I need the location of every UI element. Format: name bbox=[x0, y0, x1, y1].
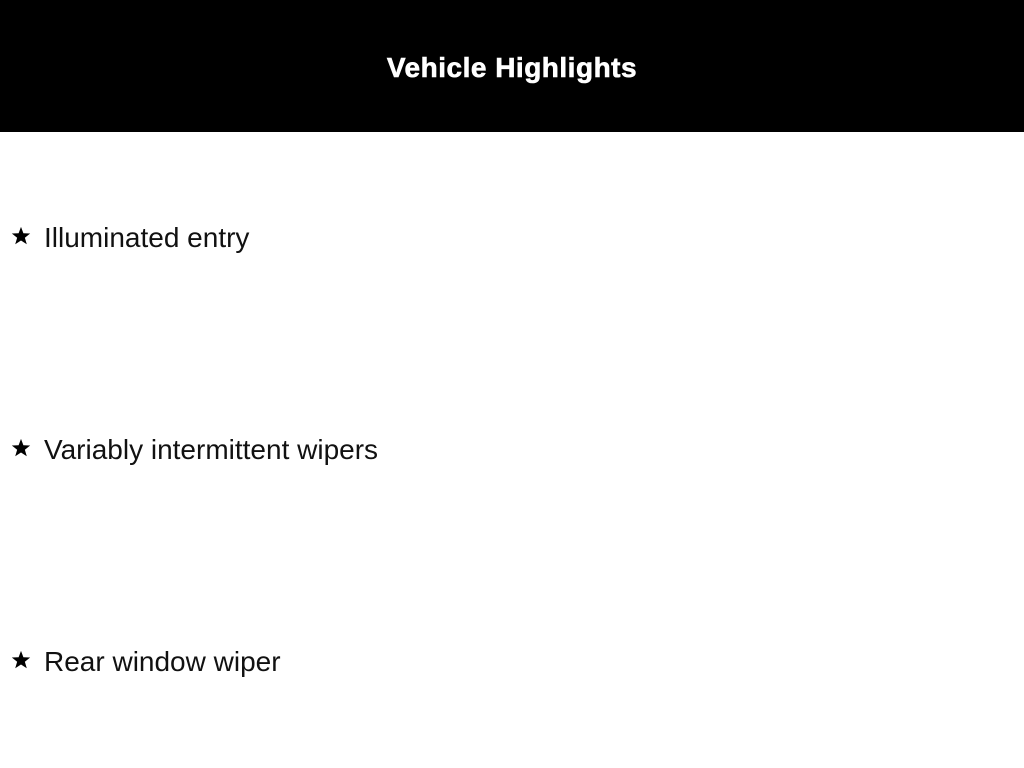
star-icon bbox=[10, 437, 32, 459]
highlight-item bbox=[10, 644, 281, 680]
star-icon bbox=[10, 649, 32, 671]
highlight-label: Variably intermittent wipers bbox=[44, 434, 379, 465]
highlight-label: Rear window wiper bbox=[44, 646, 281, 677]
highlight-item bbox=[10, 220, 249, 256]
header-bar bbox=[0, 0, 1024, 132]
highlight-item bbox=[10, 432, 378, 468]
page-title: Vehicle Highlights bbox=[386, 52, 638, 83]
highlight-label: Illuminated entry bbox=[44, 222, 250, 253]
star-icon bbox=[10, 225, 32, 247]
